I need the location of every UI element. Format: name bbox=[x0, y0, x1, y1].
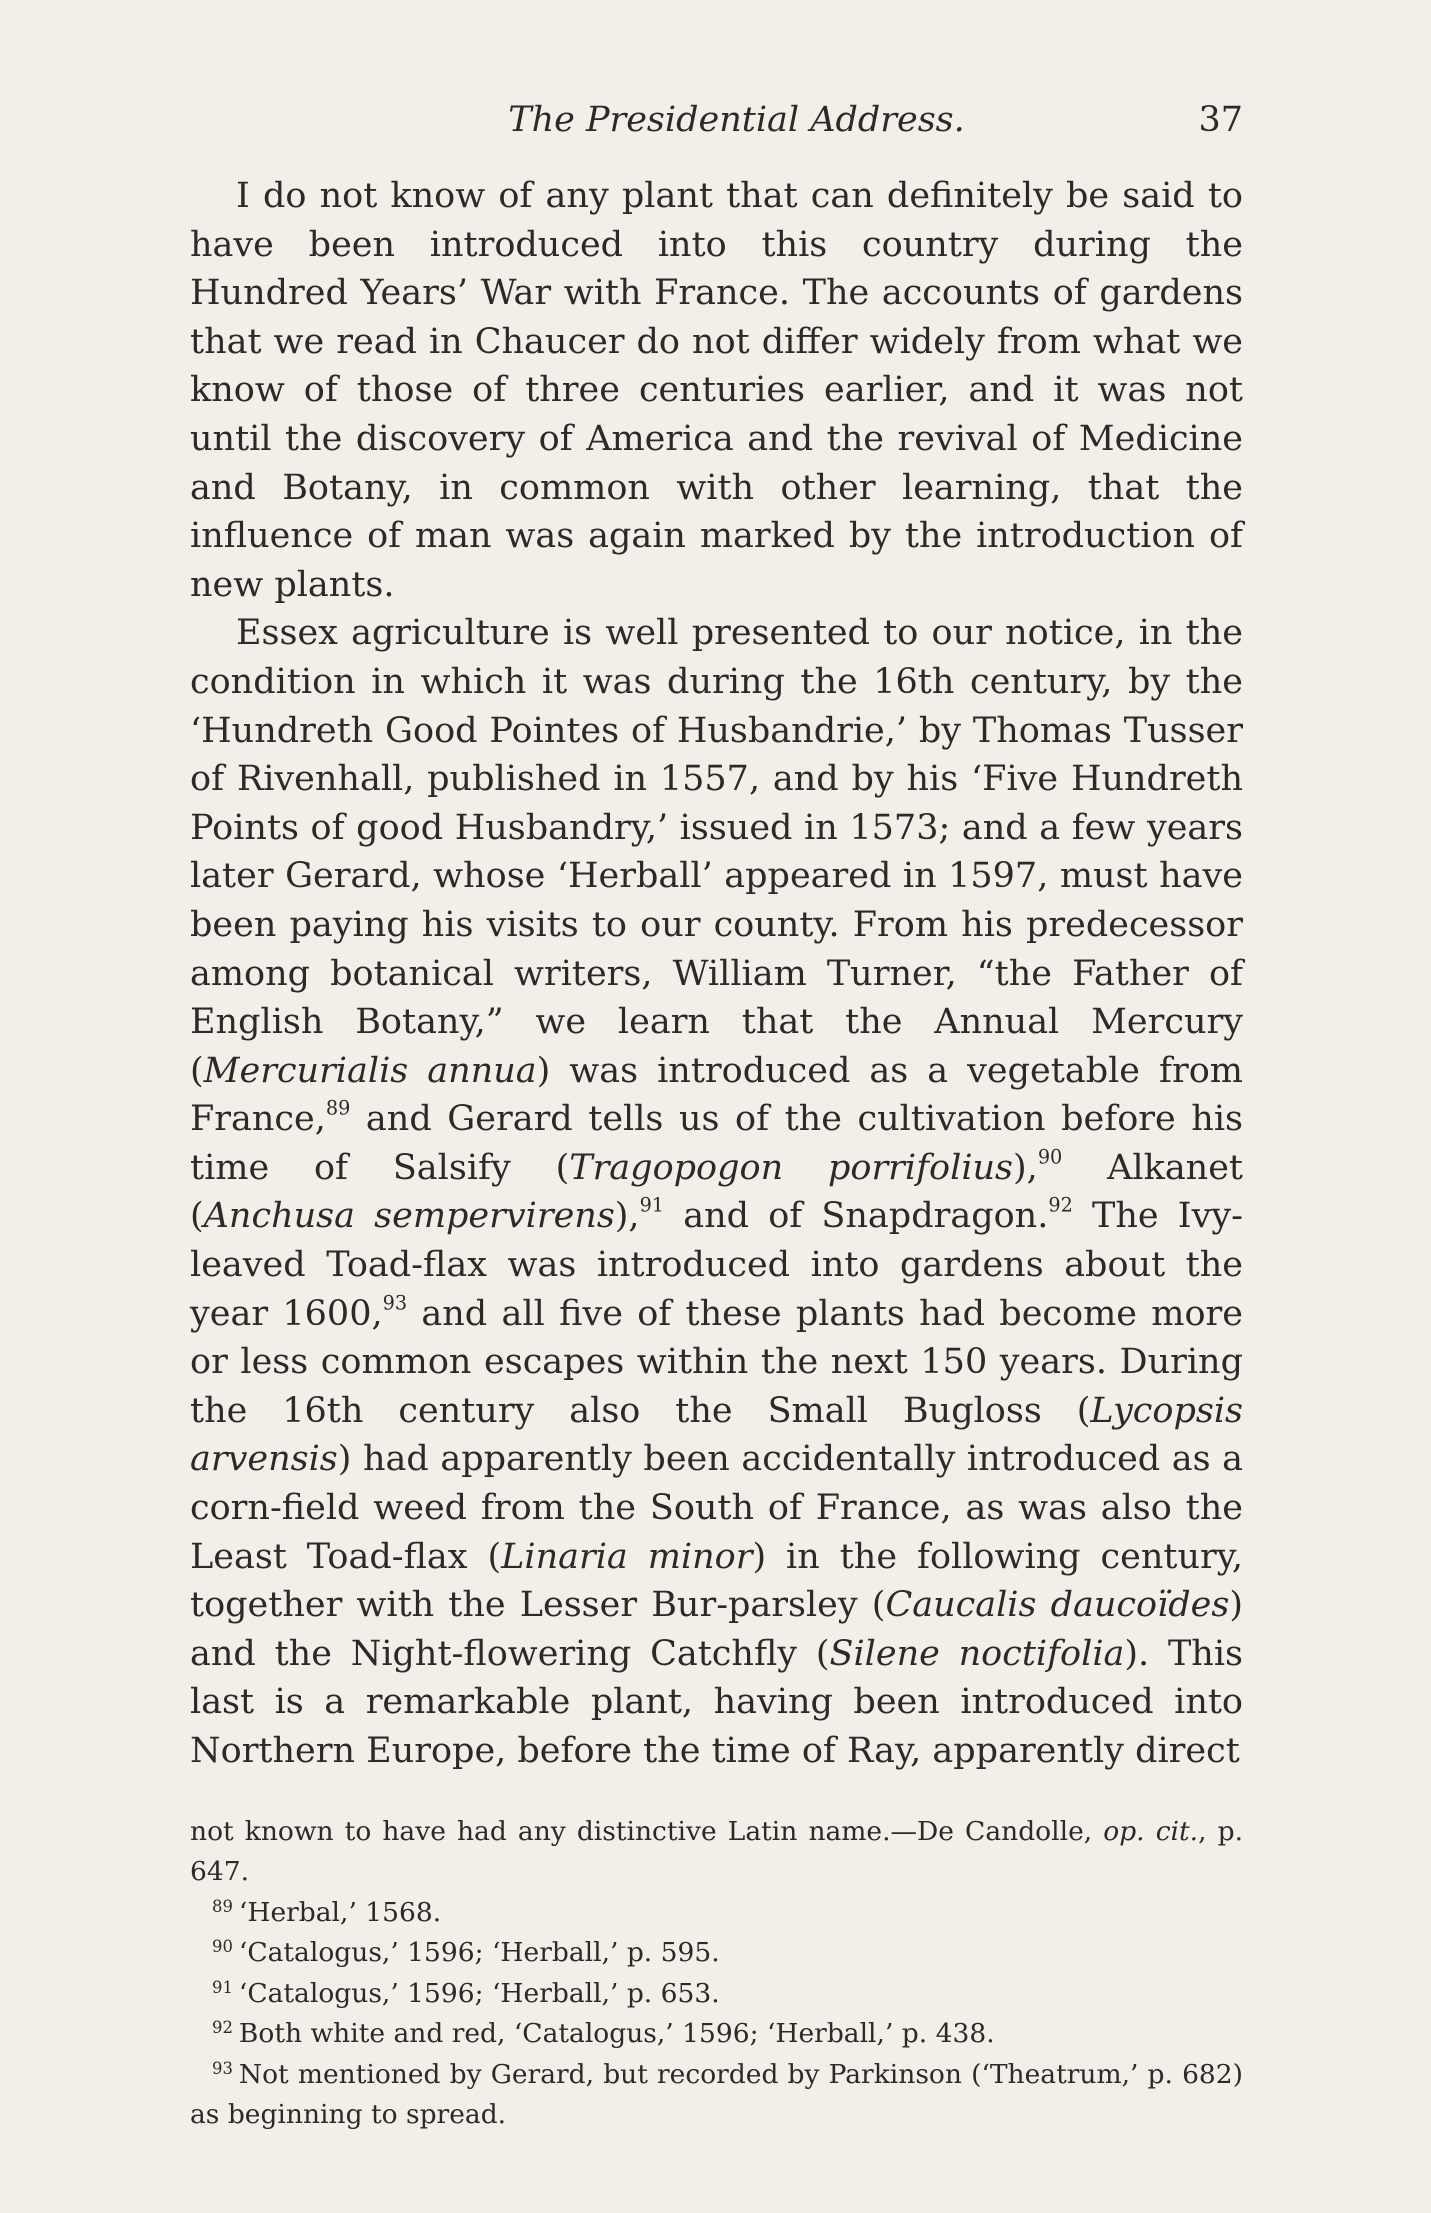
paragraph: I do not know of any plant that can definitely be said to have been introduced into this country during the Hundred Years’ War with France. The accounts of gardens that we read in Chaucer do not differ widely from what we know of those of three centuries earlier, and it was not until the discovery of America and the revival of Medicine and Botany, in common with other learning, that the influence of man was again marked by the introduction of new plants. bbox=[190, 176, 1243, 605]
footnote-ref: 90 bbox=[1037, 1145, 1063, 1169]
footnote: $^{91}$ ‘Catalogus,’ 1596; ‘Herball,’ p. 653. bbox=[212, 1977, 720, 2009]
species-name: Caucalis daucoïdes bbox=[885, 1585, 1230, 1626]
footnote-number: 93 bbox=[212, 2058, 233, 2078]
footnote-ref: 93 bbox=[382, 1291, 408, 1315]
footnote-number: 90 bbox=[212, 1937, 233, 1957]
footnote: $^{92}$ Both white and red, ‘Catalogus,’ 1596; ‘Herball,’ p. 438. bbox=[212, 2018, 995, 2050]
running-title: The Presidential Address. bbox=[508, 100, 965, 140]
paragraph: Essex agriculture is well presented to our notice, in the condition in which it was during the 16th century, by the ‘Hundreth Good Pointes of Husbandrie,’ by Thomas Tusser of Rivenhall, published in 1557, and by his ‘Five Hundreth Points of good Husbandry,’ issued in 1573; and a few years later Gerard, whose ‘Herball’ appeared in 1597, must have been paying his visits to our county. From his predecessor among botanical writers, William Turner, “the Father of English Botany,” we learn that the Annual Mercury (Mercurialis annua) was introduced as a vegetable from France,$^{89}$ and Gerard tells us of the cultivation before his time of Salsify (Tragopogon porrifolius),$^{90}$ Alkanet (Anchusa sempervirens),$^{91}$ and of Snapdragon.$^{92}$ The Ivy-leaved Toad-flax was introduced into gardens about the year 1600,93 and all five of these plants had become more or less common escapes within the next 150 years. During the 16th century also the Small Bugloss (Lycopsis arvensis) had apparently been accidentally introduced as a corn-field weed from the South of France, as was also the Least Toad-flax (Linaria minor) in the following century, together with the Lesser Bur-parsley (Caucalis daucoïdes) and the Night-flowering Catchfly (Silene noctifolia). This last is a remarkable plant, having been introduced into Northern Europe, before the time of Ray, apparently direct bbox=[190, 613, 1243, 1771]
footnote-ref: 91 bbox=[639, 1194, 665, 1218]
footnote-ref: 89 bbox=[325, 1096, 351, 1120]
footnote-ref: 92 bbox=[1048, 1194, 1073, 1218]
footnote-number: 91 bbox=[212, 1977, 233, 1997]
footnote-number: 92 bbox=[212, 2018, 233, 2038]
footnote-number: 89 bbox=[212, 1896, 233, 1916]
species-name: Silene noctifolia bbox=[829, 1633, 1125, 1674]
page bbox=[190, 96, 1243, 2136]
species-name: Anchusa sempervirens bbox=[203, 1196, 615, 1237]
footnote: $^{93}$ Not mentioned by Gerard, but recorded by Parkinson (‘Theatrum,’ p. 682) as beginning to spread. bbox=[190, 2058, 1243, 2131]
page-number: 37 bbox=[1198, 100, 1243, 140]
species-name: Linaria minor bbox=[501, 1536, 753, 1577]
footnote: $^{90}$ ‘Catalogus,’ 1596; ‘Herball,’ p. 595. bbox=[212, 1937, 720, 1969]
species-name: Mercurialis annua bbox=[203, 1050, 537, 1091]
running-header bbox=[190, 96, 1243, 144]
species-name: op. cit. bbox=[1103, 1815, 1199, 1847]
footnote-continuation: not known to have had any distinctive Latin name.—De Candolle, op. cit., p. 647. bbox=[190, 1815, 1243, 1888]
species-name: Lycopsis arvensis bbox=[190, 1390, 1243, 1480]
body-text bbox=[190, 172, 1243, 1776]
footnotes bbox=[190, 1812, 1243, 2136]
footnote: $^{89}$ ‘Herbal,’ 1568. bbox=[212, 1896, 442, 1928]
species-name: Tragopogon porrifolius bbox=[569, 1147, 1014, 1188]
